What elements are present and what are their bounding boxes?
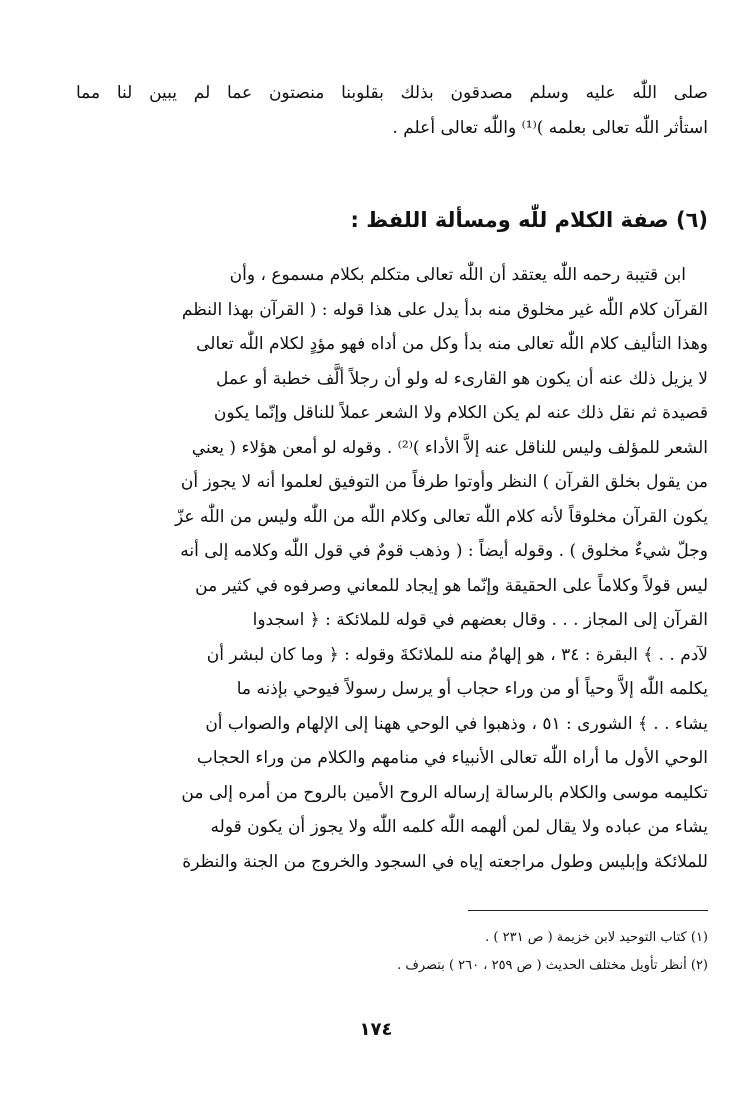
body-line: يشاء من عباده ولا يقال لمن ألهمه اللّٰه كلمه اللّٰه ولا يجوز أن يكون قوله: [210, 817, 708, 837]
body-paragraph: [76, 258, 708, 879]
body-line: ليس قولاً وكلاماً على الحقيقة وإنّما هو إيجاد للمعاني وصرفوه في كثير من: [195, 575, 708, 596]
body-line: يكلمه اللّٰه إلاَّ وحياً أو من وراء حجاب أو يرسل رسولاً فيوحي بإذنه ما: [236, 679, 708, 699]
intro-line: صلى اللّٰه عليه وسلم مصدقون بذلك بقلوبنا منصتون عما لم يبين لنا مما: [76, 83, 708, 103]
body-line: وهذا التأليف كلام اللّٰه تعالى منه بدأ وكل من أداه فهو مؤدٍ لكلام اللّٰه تعالى: [196, 334, 708, 354]
body-line: قصيدة ثم نقل ذلك عنه لم يكن الكلام ولا الشعر عملاً للناقل وإنّما يكون: [213, 403, 708, 423]
footnote: (١) كتاب التوحيد لابن خزيمة ( ص ٢٣١ ) .: [485, 930, 708, 945]
section-heading: (٦) صفة الكلام للّٰه ومسألة اللفظ :: [350, 208, 708, 232]
footnote-separator: [468, 910, 708, 911]
body-line: لا يزيل ذلك عنه أن يكون هو القارىء له ولو أن رجلاً ألَّف خطبة أو عمل: [216, 368, 708, 389]
body-line: القرآن إلى المجاز . . . وقال بعضهم في قوله للملائكة : ﴿ اسجدوا: [252, 610, 708, 630]
body-line: من يقول بخلق القرآن ) النظر وأوتوا طرفاً من التوفيق لعلموا أنه لا يجوز أن: [180, 472, 708, 492]
body-line: للملائكة وإبليس وطول مراجعته إياه في السجود والخروج من الجنة والنظرة: [182, 851, 708, 872]
body-line: الوحي الأول ما أراه اللّٰه تعالى الأنبياء في منامهم والكلام من وراء الحجاب: [196, 748, 708, 768]
intro-line: استأثر اللّٰه تعالى بعلمه )⁽¹⁾ واللّٰه تعالى أعلم .: [392, 117, 708, 138]
body-line: يكون القرآن مخلوقاً لأنه كلام اللّٰه تعالى وكلام اللّٰه من اللّٰه وليس من اللّٰه عزّ: [174, 506, 708, 527]
body-line: لآدم . . ﴾ البقرة : ٣٤ ، هو إلهامٌ منه للملائكةَ وقوله : ﴿ وما كان لبشر أن: [206, 644, 708, 665]
body-line: وجلّ شيءٌ مخلوق ) . وقوله أيضاً : ( وذهب قومٌ في قول اللّٰه وكلامه إلى أنه: [180, 541, 708, 561]
footnotes: [76, 924, 708, 980]
body-line: يشاء . . ﴾ الشورى : ٥١ ، وذهبوا في الوحي ههنا إلى الإلهام والصواب أن: [205, 713, 708, 734]
body-line: الشعر للمؤلف وليس للناقل عنه إلاَّ الأداء )⁽²⁾ . وقوله لو أمعن هؤلاء ( يعني: [191, 437, 708, 458]
body-line: ابن قتيبة رحمه اللّٰه يعتقد أن اللّٰه تعالى متكلم بكلام مسموع ، وأن: [229, 265, 686, 285]
body-line: القرآن كلام اللّٰه غير مخلوق منه بدأ يدل على هذا قوله : ( القرآن بهذا النظم: [181, 299, 708, 320]
body-line: تكليمه موسى والكلام بالرسالة إرساله الروح الأمين بالروح من أمره إلى من: [181, 782, 708, 803]
page-number: ١٧٤: [359, 1019, 393, 1040]
footnote: (٢) أنظر تأويل مختلف الحديث ( ص ٢٥٩ ، ٢٦٠ ) بتصرف .: [397, 958, 708, 973]
intro-paragraph: [76, 76, 708, 145]
